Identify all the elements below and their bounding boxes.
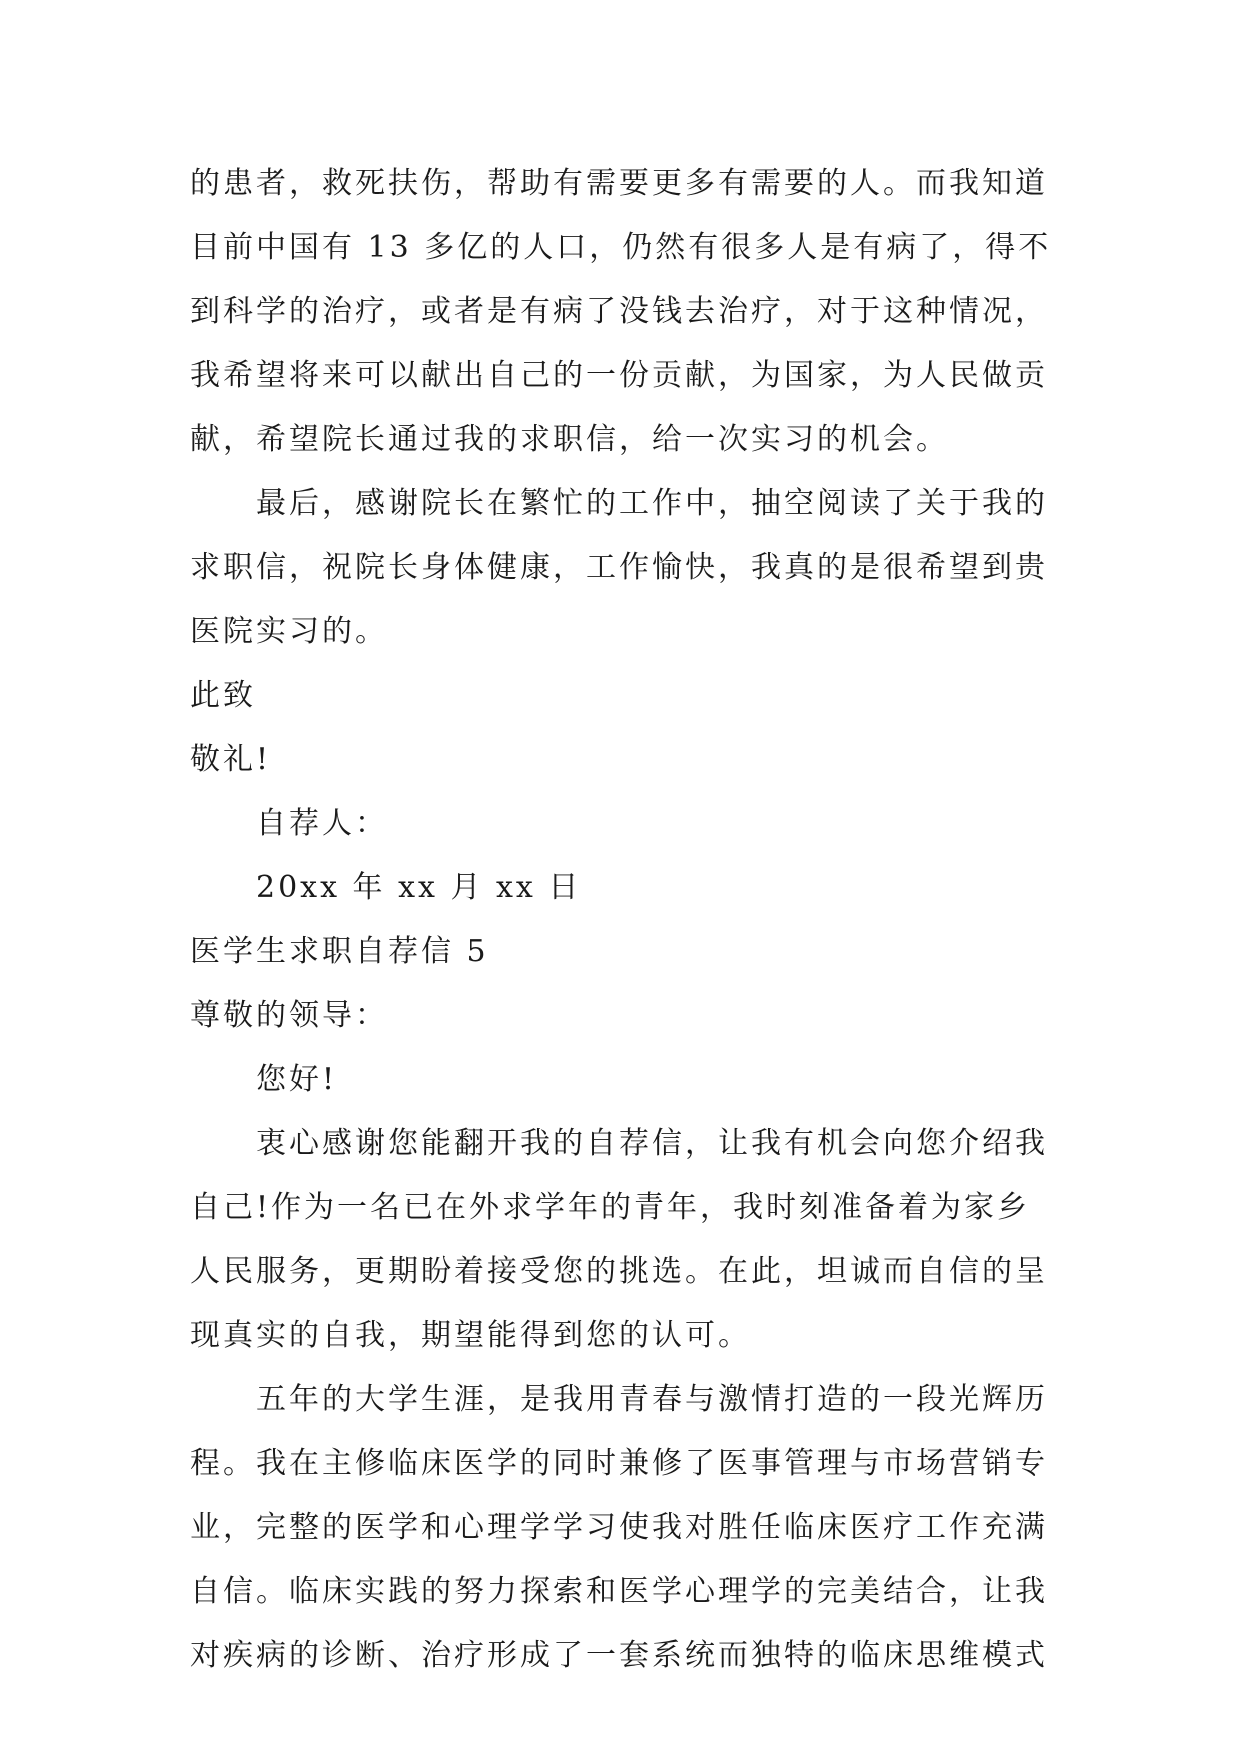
text-line: 医院实习的。 xyxy=(190,614,388,649)
text-line: 目前中国有 13 多亿的人口，仍然有很多人是有病了，得不 xyxy=(190,230,1052,265)
text-line: 求职信，祝院长身体健康，工作愉快，我真的是很希望到贵 xyxy=(190,550,1048,585)
signature-label: 自荐人： xyxy=(256,806,388,841)
text-line: 献，希望院长通过我的求职信，给一次实习的机会。 xyxy=(190,422,949,457)
text-line: 自信。临床实践的努力探索和医学心理学的完美结合，让我 xyxy=(190,1574,1048,1609)
closing-regards: 敬礼! xyxy=(190,742,272,777)
paragraph-start-line: 五年的大学生涯，是我用青春与激情打造的一段光辉历 xyxy=(256,1382,1048,1417)
letter-body xyxy=(190,160,1070,1696)
text-line: 自己!作为一名已在外求学年的青年，我时刻准备着为家乡 xyxy=(190,1190,1031,1225)
paragraph-start-line: 衷心感谢您能翻开我的自荐信，让我有机会向您介绍我 xyxy=(256,1126,1048,1161)
greeting-recipient: 尊敬的领导： xyxy=(190,998,388,1033)
text-line: 业，完整的医学和心理学学习使我对胜任临床医疗工作充满 xyxy=(190,1510,1048,1545)
text-line: 到科学的治疗，或者是有病了没钱去治疗，对于这种情况， xyxy=(190,294,1048,329)
closing-salutation: 此致 xyxy=(190,678,256,713)
text-line: 对疾病的诊断、治疗形成了一套系统而独特的临床思维模式 xyxy=(190,1638,1048,1673)
text-line: 的患者，救死扶伤，帮助有需要更多有需要的人。而我知道 xyxy=(190,166,1048,201)
text-line: 程。我在主修临床医学的同时兼修了医事管理与市场营销专 xyxy=(190,1446,1048,1481)
signature-date: 20xx 年 xx 月 xx 日 xyxy=(256,870,582,905)
text-line: 现真实的自我，期望能得到您的认可。 xyxy=(190,1318,751,1353)
section-title: 医学生求职自荐信 5 xyxy=(190,934,489,969)
text-line: 人民服务，更期盼着接受您的挑选。在此，坦诚而自信的呈 xyxy=(190,1254,1048,1289)
text-line: 我希望将来可以献出自己的一份贡献，为国家，为人民做贡 xyxy=(190,358,1048,393)
greeting: 您好! xyxy=(256,1062,338,1097)
paragraph-start-line: 最后，感谢院长在繁忙的工作中，抽空阅读了关于我的 xyxy=(256,486,1048,521)
